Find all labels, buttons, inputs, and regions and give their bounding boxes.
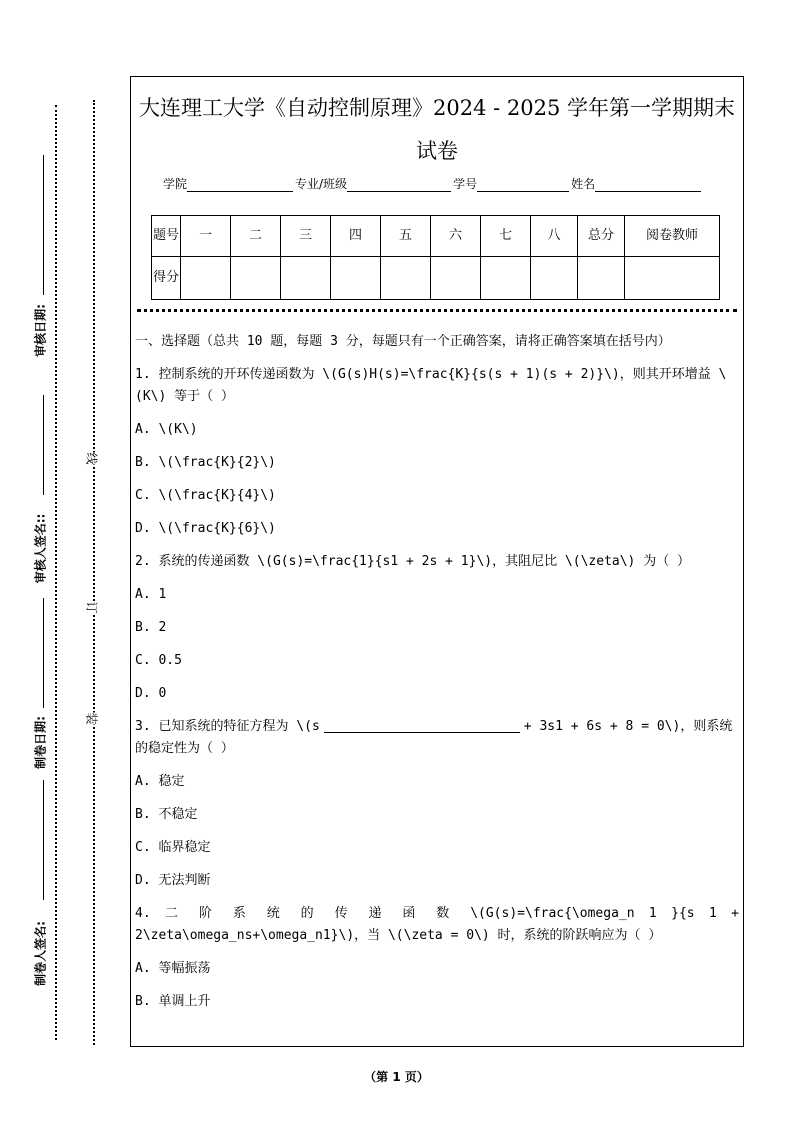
score-cell[interactable] xyxy=(625,257,720,300)
name-field[interactable] xyxy=(595,179,701,192)
reviewer-sign-line xyxy=(43,395,44,495)
score-table xyxy=(151,215,720,300)
score-cell[interactable] xyxy=(281,257,331,300)
score-header-cell: 阅卷教师 xyxy=(625,216,720,257)
question-3-option: A. 稳定 xyxy=(135,774,185,789)
question-4-option: A. 等幅振荡 xyxy=(135,961,211,976)
student-info-row xyxy=(163,175,703,192)
question-2-option: B. 2 xyxy=(135,620,167,635)
score-header-cell: 五 xyxy=(381,216,431,257)
question-2-option: D. 0 xyxy=(135,686,167,701)
section-heading: 一、选择题（总共 10 题，每题 3 分，每题只有一个正确答案，请将正确答案填在括号内） xyxy=(135,334,671,349)
question-1-option: B. \(\frac{K}{2}\) xyxy=(135,455,276,470)
question-3-stem-part-b: + 3s1 + 6s + 8 = 0\)，则系统的稳定性为（ ） xyxy=(135,719,733,756)
student-id-label: 学号 xyxy=(453,177,478,191)
question-3-option: B. 不稳定 xyxy=(135,807,198,822)
question-3-underline xyxy=(324,721,520,733)
binding-dotted-line-inner xyxy=(93,100,95,1045)
name-label: 姓名 xyxy=(571,177,596,191)
maker-sign-label: 制卷人签名: xyxy=(33,921,48,986)
question-2-option: A. 1 xyxy=(135,587,167,602)
question-1-option: D. \(\frac{K}{6}\) xyxy=(135,521,276,536)
binding-dotted-line-outer xyxy=(55,105,57,1040)
score-table-header-row xyxy=(152,216,720,257)
question-1-option: A. \(K\) xyxy=(135,422,198,437)
question-2-stem: 2. 系统的传递函数 \(G(s)=\frac{1}{s1 + 2s + 1}\)，其阻尼比 \(\zeta\) 为（ ） xyxy=(135,554,691,569)
question-3-stem-part-a: 3. 已知系统的特征方程为 \(s xyxy=(135,719,320,734)
score-cell[interactable] xyxy=(481,257,531,300)
question-4-option: B. 单调上升 xyxy=(135,994,211,1009)
score-row-label: 得分 xyxy=(152,257,181,300)
exam-frame xyxy=(130,76,744,1047)
major-label: 专业/班级 xyxy=(295,177,348,191)
question-4-stem-line2: 2\zeta\omega_ns+\omega_n1}\)，当 \(\zeta = 0\) 时，系统的阶跃响应为（ ） xyxy=(135,928,662,943)
score-cell[interactable] xyxy=(331,257,381,300)
maker-sign-line xyxy=(43,780,44,900)
page-footer: （第 1 页） xyxy=(364,1070,429,1084)
score-cell[interactable] xyxy=(181,257,231,300)
dotted-separator xyxy=(137,309,737,312)
score-table-score-row xyxy=(152,257,720,300)
question-1-stem: 1. 控制系统的开环传递函数为 \(G(s)H(s)=\frac{K}{s(s + 1)(s + 2)}\)，则其开环增益 \(K\) 等于（ ） xyxy=(135,367,727,404)
binding-char-zhuang: 装 xyxy=(82,712,103,724)
question-3-option: D. 无法判断 xyxy=(135,873,211,888)
score-header-cell: 总分 xyxy=(578,216,625,257)
score-header-cell: 七 xyxy=(481,216,531,257)
score-cell[interactable] xyxy=(578,257,625,300)
score-cell[interactable] xyxy=(531,257,578,300)
college-label: 学院 xyxy=(163,177,188,191)
score-cell[interactable] xyxy=(431,257,481,300)
question-4-stem xyxy=(135,903,739,925)
score-header-cell: 一 xyxy=(181,216,231,257)
exam-title: 大连理工大学《自动控制原理》2024 - 2025 学年第一学期期末试卷 xyxy=(138,96,735,163)
score-header-cell: 题号 xyxy=(152,216,181,257)
binding-char-ding: 订 xyxy=(82,601,103,613)
score-cell[interactable] xyxy=(381,257,431,300)
score-header-cell: 四 xyxy=(331,216,381,257)
score-header-cell: 六 xyxy=(431,216,481,257)
question-4-stem-part-a: 4. 二 阶 系 统 的 传 递 函 数 \(G(s)=\frac{\omega_n 1 }{s 1 + xyxy=(135,906,739,921)
question-3-stem xyxy=(135,716,739,760)
reviewer-sign-label: 审核人签名:: xyxy=(33,513,48,584)
question-1-option: C. \(\frac{K}{4}\) xyxy=(135,488,276,503)
major-field[interactable] xyxy=(347,179,451,192)
score-cell[interactable] xyxy=(231,257,281,300)
question-2-option: C. 0.5 xyxy=(135,653,182,668)
make-date-label: 制卷日期: xyxy=(33,716,48,769)
score-header-cell: 三 xyxy=(281,216,331,257)
question-content xyxy=(135,331,739,1024)
student-id-field[interactable] xyxy=(477,179,569,192)
score-header-cell: 二 xyxy=(231,216,281,257)
question-3-option: C. 临界稳定 xyxy=(135,840,211,855)
binding-char-line: 线 xyxy=(82,452,103,464)
review-date-label: 审核日期: xyxy=(33,304,48,357)
score-header-cell: 八 xyxy=(531,216,578,257)
college-field[interactable] xyxy=(187,179,293,192)
